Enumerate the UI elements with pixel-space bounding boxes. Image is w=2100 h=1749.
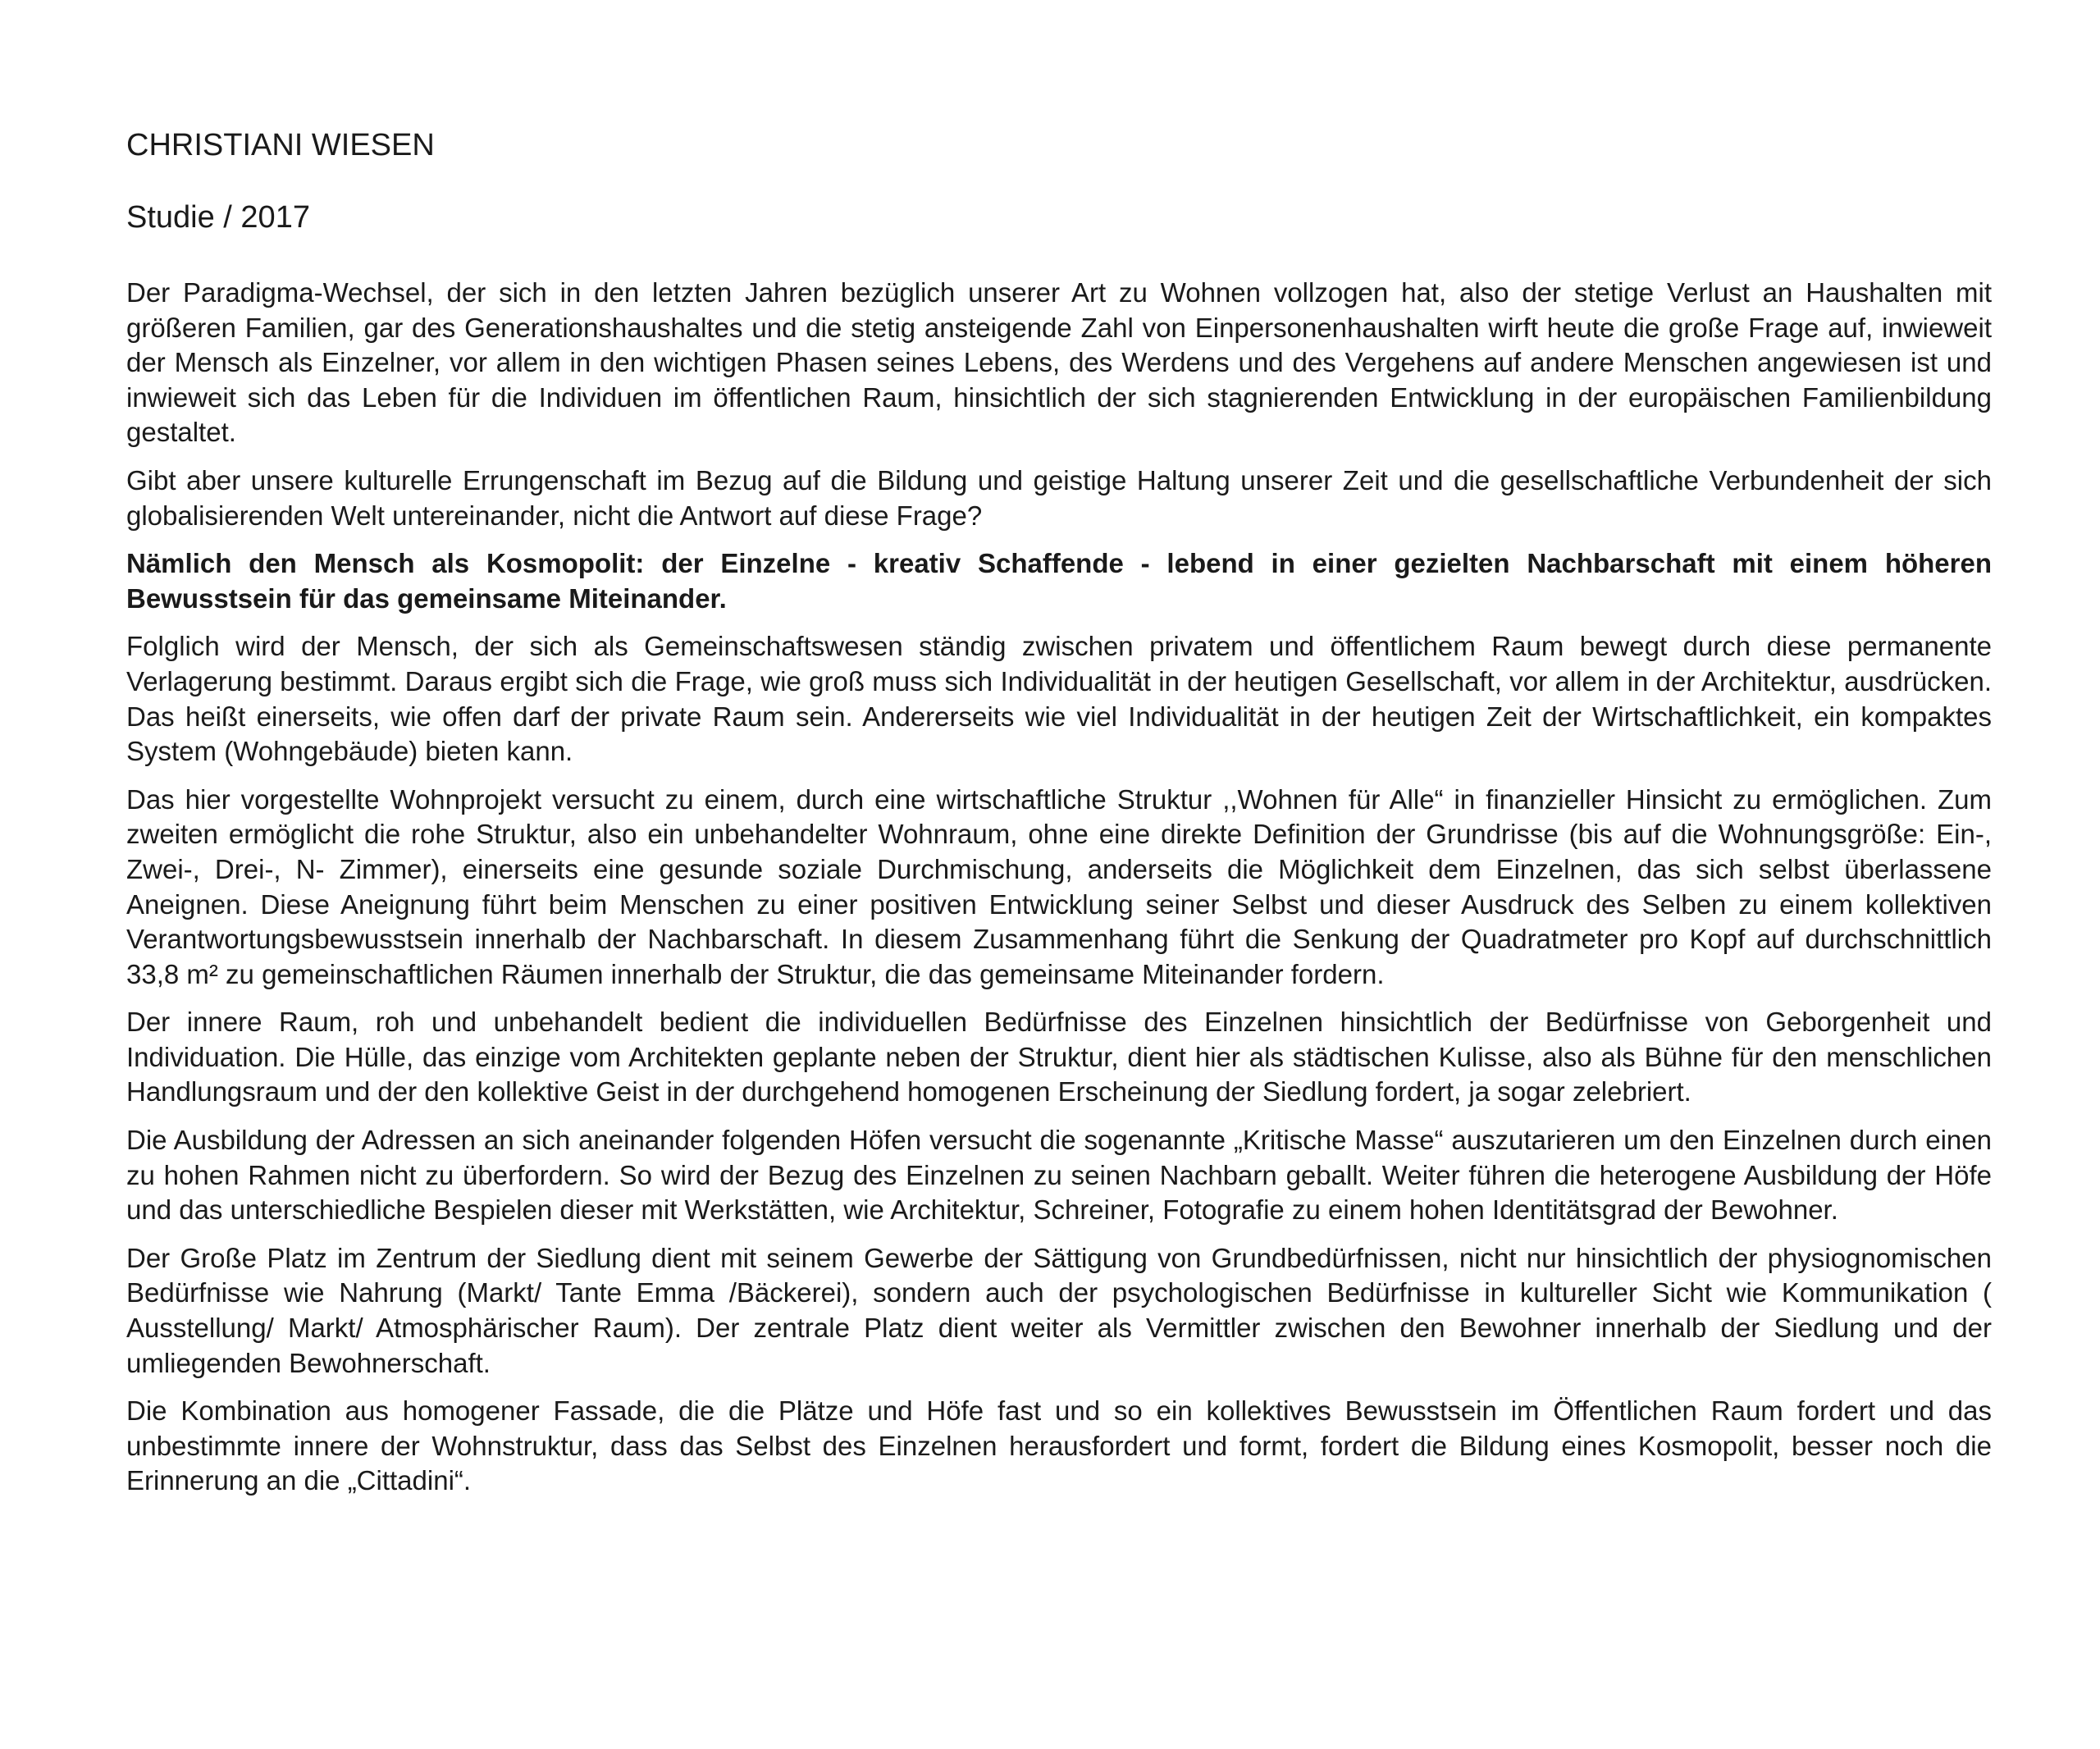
paragraph-2: Gibt aber unsere kulturelle Errungenschaft im Bezug auf die Bildung und geistige Haltung unserer Zeit und die gesellschaftliche Verbundenheit der sich globalisierenden Welt untereinander, nicht die Antwort auf diese Frage?: [126, 464, 1992, 531]
document-page: [126, 123, 1992, 1512]
document-title: CHRISTIANI WIESEN: [126, 128, 435, 162]
paragraph-3-emphasis: Nämlich den Mensch als Kosmopolit: der Einzelne - kreativ Schaffende - lebend in einer gezielten Nachbarschaft mit einem höheren Bewusstsein für das gemeinsame Miteinander.: [126, 548, 1992, 614]
paragraph-1: Der Paradigma-Wechsel, der sich in den letzten Jahren bezüglich unserer Art zu Wohnen vollzogen hat, also der stetige Verlust an Haushalten mit größeren Familien, gar des Generationshaushaltes und die stetig ansteigende Zahl von Einpersonenhaushalten wirft heute die große Frage auf, inwieweit der Mensch als Einzelner, vor allem in den wichtigen Phasen seines Lebens, des Werdens und des Vergehens auf andere Menschen angewiesen ist und inwieweit sich das Leben für die Individuen im öffentlichen Raum, hinsichtlich der sich stagnierenden Entwicklung in der europäischen Familienbildung gestaltet.: [126, 277, 1992, 448]
paragraph-5: Das hier vorgestellte Wohnprojekt versucht zu einem, durch eine wirtschaftliche Struktur ,,Wohnen für Alle“ in finanzieller Hinsicht zu ermöglichen. Zum zweiten ermöglicht die rohe Struktur, also ein unbehandelter Wohnraum, ohne eine direkte Definition der Grundrisse (bis auf die Wohnungsgröße: Ein-, Zwei-, Drei-, N- Zimmer), einerseits eine gesunde soziale Durchmischung, anderseits die Möglichkeit dem Einzelnen, das sich selbst überlassene Aneignen. Diese Aneignung führt beim Menschen zu einer positiven Entwicklung seiner Selbst und dieser Ausdruck des Selben zu einem kollektiven Verantwortungsbewusstsein innerhalb der Nachbarschaft. In diesem Zusammenhang führt die Senkung der Quadratmeter pro Kopf auf durchschnittlich 33,8 m² zu gemeinschaftlichen Räumen innerhalb der Struktur, die das gemeinsame Miteinander fordern.: [126, 783, 1992, 989]
paragraph-7: Die Ausbildung der Adressen an sich aneinander folgenden Höfen versucht die sogenannte „Kritische Masse“ auszutarieren um den Einzelnen durch einen zu hohen Rahmen nicht zu überfordern. So wird der Bezug des Einzelnen zu seinen Nachbarn geballt. Weiter führen die heterogene Ausbildung der Höfe und das unterschiedliche Bespielen dieser mit Werkstätten, wie Architektur, Schreiner, Fotografie zu einem hohen Identitätsgrad der Bewohner.: [126, 1125, 1992, 1226]
paragraph-4: Folglich wird der Mensch, der sich als Gemeinschaftswesen ständig zwischen privatem und öffentlichem Raum bewegt durch diese permanente Verlagerung bestimmt. Daraus ergibt sich die Frage, wie groß muss sich Individualität in der heutigen Gesellschaft, vor allem in der Architektur, ausdrücken. Das heißt einerseits, wie offen darf der private Raum sein. Andererseits wie viel Individualität in der heutigen Zeit der Wirtschaftlichkeit, ein kompaktes System (Wohngebäude) bieten kann.: [126, 631, 1992, 767]
document-subtitle: Studie / 2017: [126, 200, 310, 235]
paragraph-8: Der Große Platz im Zentrum der Siedlung dient mit seinem Gewerbe der Sättigung von Grundbedürfnissen, nicht nur hinsichtlich der physiognomischen Bedürfnisse wie Nahrung (Markt/ Tante Emma /Bäckerei), sondern auch der psychologischen Bedürfnisse in kultureller Sicht wie Kommunikation ( Ausstellung/ Markt/ Atmosphärischer Raum). Der zentrale Platz dient weiter als Vermittler zwischen den Bewohner innerhalb der Siedlung und der umliegenden Bewohnerschaft.: [126, 1242, 1992, 1378]
paragraph-6: Der innere Raum, roh und unbehandelt bedient die individuellen Bedürfnisse des Einzelnen hinsichtlich der Bedürfnisse von Geborgenheit und Individuation. Die Hülle, das einzige vom Architekten geplante neben der Struktur, dient hier als städtischen Kulisse, also als Bühne für den menschlichen Handlungsraum und der den kollektive Geist in der durchgehend homogenen Erscheinung der Siedlung fordert, ja sogar zelebriert.: [126, 1007, 1992, 1107]
paragraph-9: Die Kombination aus homogener Fassade, die die Plätze und Höfe fast und so ein kollektives Bewusstsein im Öffentlichen Raum fordert und das unbestimmte innere der Wohnstruktur, dass das Selbst des Einzelnen herausfordert und formt, fordert die Bildung eines Kosmopolit, besser noch die Erinnerung an die „Cittadini“.: [126, 1395, 1992, 1496]
